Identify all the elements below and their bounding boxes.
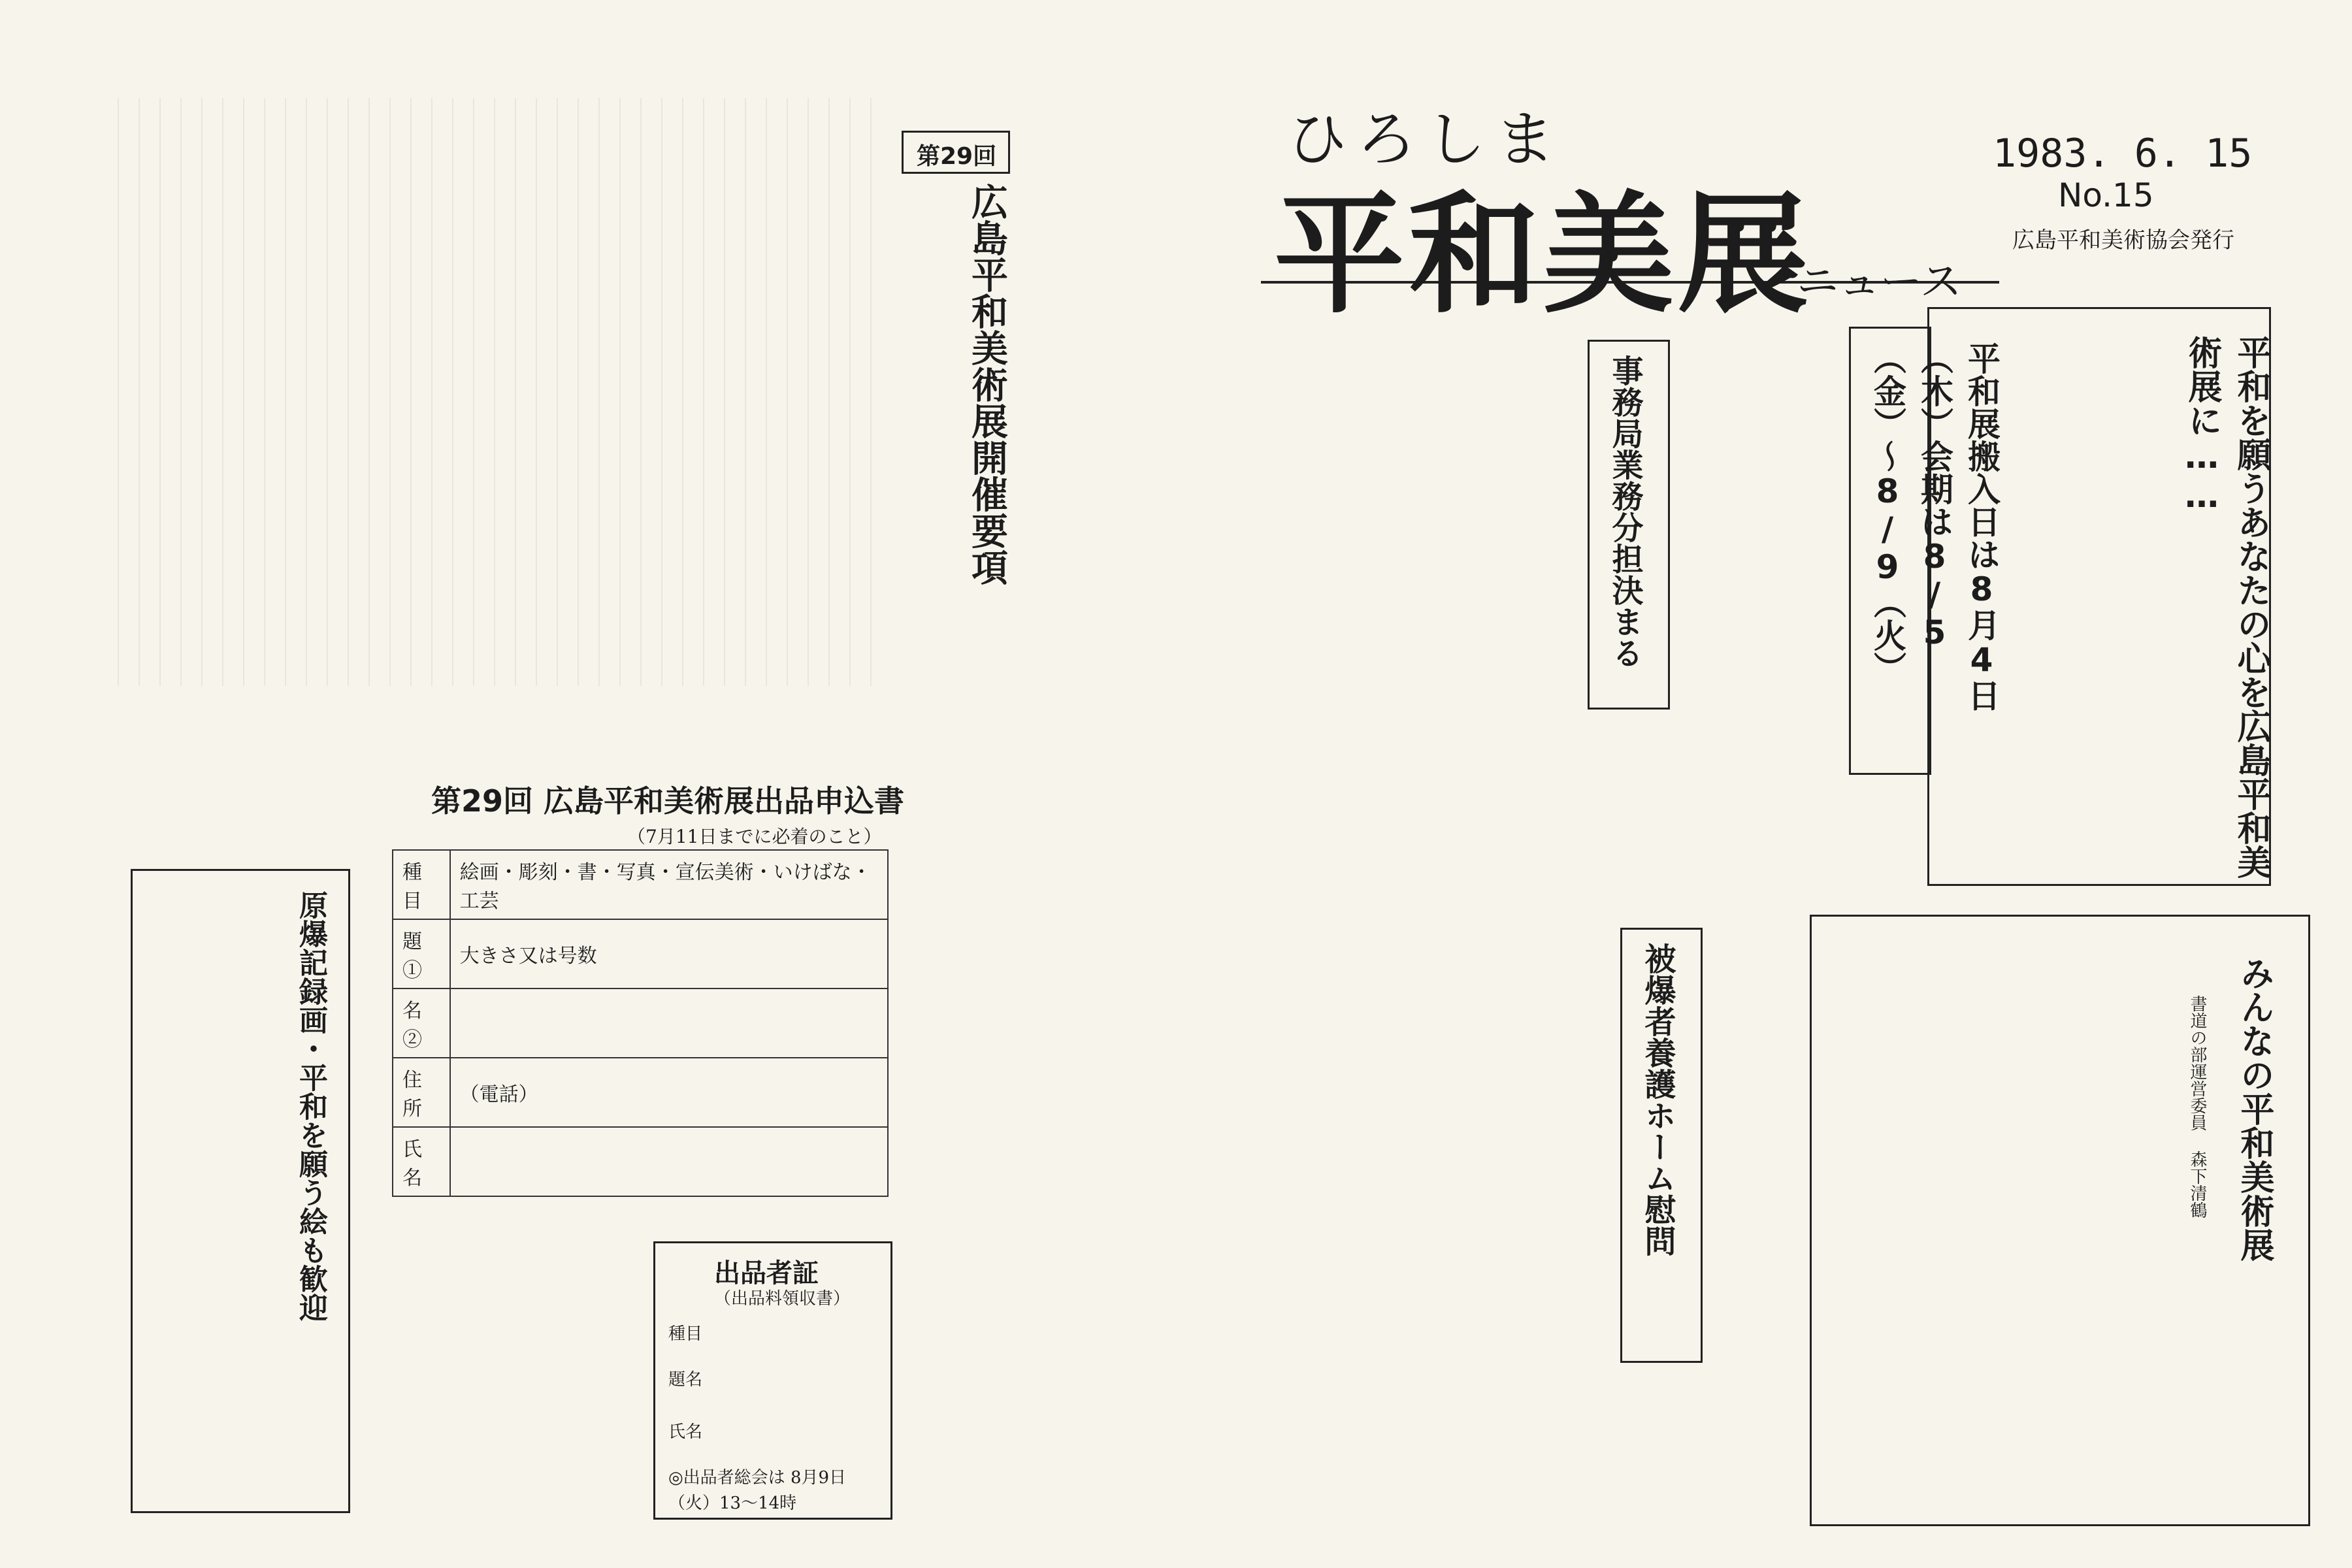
form-title-field[interactable] — [450, 988, 888, 1058]
feature2-body — [1825, 943, 2164, 1505]
publisher: 広島平和美術協会発行 — [2012, 227, 2234, 253]
form-phone-label[interactable]: （電話） — [450, 1058, 888, 1127]
visit-box — [1620, 928, 1703, 1363]
feature2-headline: みんなの平和美術展 — [2234, 956, 2274, 1262]
certificate-name: 氏名 — [668, 1422, 703, 1442]
welcome-headline: 原爆記録画・平和を願う絵も歓迎 — [294, 890, 327, 1322]
form-address-label: 住所 — [393, 1058, 450, 1127]
notice-headline: 平和展搬入日は8月4日（木）会期は8/5（金）〜8/9（火） — [1869, 342, 2001, 711]
form-title2-label: 名② — [393, 988, 450, 1058]
ad-column — [1712, 915, 1803, 1503]
form-title: 第29回 広島平和美術展出品申込書 — [431, 783, 905, 819]
form-name-field[interactable] — [450, 1127, 888, 1196]
staff-headline: 事務局業務分担決まる — [1607, 355, 1643, 668]
staff-body — [1228, 327, 1581, 823]
form-deadline: （7月11日までに必着のこと） — [627, 826, 882, 847]
outline-title: 広島平和美術展開催要項 — [966, 183, 1008, 585]
certificate-note: ◎出品者総会は 8月9日（火）13〜14時 — [668, 1468, 847, 1513]
visit-headline: 被爆者養護ホーム慰問 — [1639, 943, 1676, 1256]
application-form — [392, 849, 889, 1197]
masthead-title: 平和美展 — [1274, 179, 1813, 331]
outline-body — [98, 98, 882, 686]
form-name-label: 氏名 — [393, 1127, 450, 1196]
form-kind-label: 種目 — [393, 850, 450, 919]
form-title1-label: 題① — [393, 919, 450, 988]
welcome-box — [131, 869, 350, 1513]
certificate-title-field: 題名 — [668, 1370, 703, 1390]
masthead — [1261, 85, 1999, 331]
form-size-label: 大きさ又は号数 — [450, 919, 888, 988]
staff-box — [1588, 340, 1670, 710]
notice-body — [1699, 327, 1842, 771]
certificate-sub: （出品料領収書） — [714, 1289, 851, 1309]
feature2-box — [1810, 915, 2310, 1526]
feature1-headline: 平和を願うあなたの心を広島平和美術展に…… — [2182, 335, 2270, 879]
issue-date: 1983. 6. 15 — [1993, 131, 2253, 176]
outline-badge-text: 第29回 — [917, 143, 997, 170]
certificate — [653, 1241, 892, 1520]
form-kind-options[interactable]: 絵画・彫刻・書・写真・宣伝美術・いけばな・工芸 — [450, 850, 888, 919]
notice-box — [1849, 327, 2001, 775]
masthead-suffix: ニュース — [1797, 258, 1962, 306]
masthead-kana: ひろしま — [1287, 105, 1565, 174]
certificate-title: 出品者証 — [714, 1258, 819, 1288]
issue-number: No.15 — [2058, 176, 2154, 214]
certificate-kind: 種目 — [668, 1324, 703, 1344]
feature2-byline: 書道の部運営委員 森下清鶴 — [2187, 995, 2207, 1218]
visit-body — [1228, 928, 1614, 1503]
outline-badge — [902, 131, 1010, 174]
